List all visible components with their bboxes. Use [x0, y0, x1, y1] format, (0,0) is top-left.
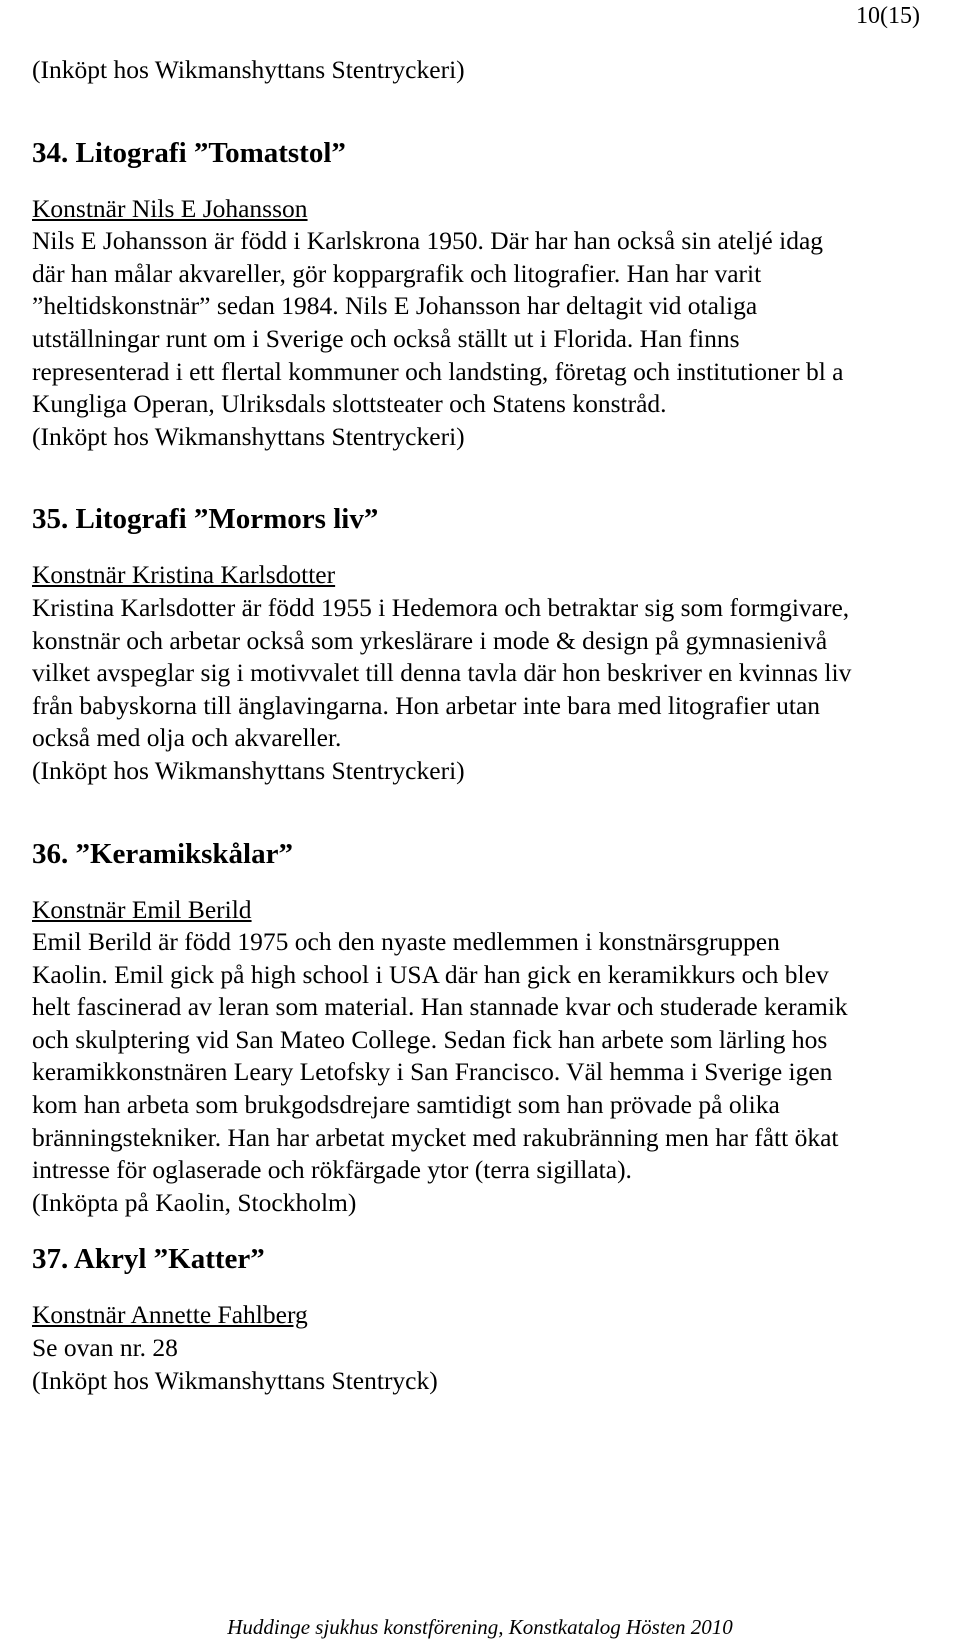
purchase-note: (Inköpt hos Wikmanshyttans Stentryckeri) [32, 421, 465, 451]
description-line: bränningstekniker. Han har arbetat mycket med rakubränning men har fått ökat [32, 1122, 839, 1152]
catalog-item-34 [32, 135, 932, 454]
artist-name: Konstnär Kristina Karlsdotter [32, 560, 336, 590]
catalog-content [32, 54, 932, 1397]
item-heading: 35. Litografi ”Mormors liv” [32, 503, 379, 536]
spacer [32, 1219, 932, 1241]
purchase-note: (Inköpta på Kaolin, Stockholm) [32, 1187, 357, 1217]
description-line: och skulptering vid San Mateo College. Sedan fick han arbete som lärling hos [32, 1024, 828, 1054]
description-line: från babyskorna till änglavingarna. Hon arbetar inte bara med litografier utan [32, 690, 821, 720]
item-heading: 34. Litografi ”Tomatstol” [32, 136, 346, 169]
spacer [32, 171, 932, 193]
description-line: helt fascinerad av leran som material. Han stannade kvar och studerade keramik [32, 992, 848, 1022]
spacer [32, 87, 932, 135]
spacer [32, 537, 932, 559]
page-footer: Huddinge sjukhus konstförening, Konstkatalog Hösten 2010 [227, 1615, 733, 1639]
description-line: kom han arbeta som brukgodsdrejare samtidigt som han prövade på olika [32, 1090, 780, 1120]
description-line: vilket avspeglar sig i motivvalet till denna tavla där hon beskriver en kvinnas liv [32, 658, 852, 688]
artist-name: Konstnär Nils E Johansson [32, 193, 308, 223]
description-line: intresse för oglaserade och rökfärgade ytor (terra sigillata). [32, 1155, 632, 1185]
item-heading: 37. Akryl ”Katter” [32, 1243, 265, 1276]
description-line: representerad i ett flertal kommuner och landsting, företag och institutioner bl a [32, 356, 844, 386]
item-heading: 36. ”Keramikskålar” [32, 837, 293, 870]
catalog-item-35 [32, 501, 932, 787]
description-line: keramikkonstnären Leary Letofsky i San Francisco. Väl hemma i Sverige igen [32, 1057, 833, 1087]
description-line: Kristina Karlsdotter är född 1955 i Hedemora och betraktar sig som formgivare, [32, 592, 850, 622]
catalog-item-36 [32, 836, 932, 1220]
description-line: konstnär och arbetar också som yrkeslärare i mode & design på gymnasienivå [32, 625, 828, 655]
description-line: Kaolin. Emil gick på high school i USA där han gick en keramikkurs och blev [32, 959, 829, 989]
intro-purchase-note: (Inköpt hos Wikmanshyttans Stentryckeri) [32, 55, 465, 84]
spacer [32, 453, 932, 501]
purchase-note: (Inköpt hos Wikmanshyttans Stentryck) [32, 1365, 438, 1395]
description-line: Emil Berild är född 1975 och den nyaste medlemmen i konstnärsgruppen [32, 927, 780, 957]
description-line: ”heltidskonstnär” sedan 1984. Nils E Johansson har deltagit vid otaliga [32, 291, 758, 321]
description-line: Nils E Johansson är född i Karlskrona 1950. Där har han också sin ateljé idag [32, 226, 824, 256]
description-line: Kungliga Operan, Ulriksdals slottsteater och Statens konstråd. [32, 389, 667, 419]
purchase-note: (Inköpt hos Wikmanshyttans Stentryckeri) [32, 755, 465, 785]
artist-name: Konstnär Annette Fahlberg [32, 1300, 308, 1330]
description-line: utställningar runt om i Sverige och också ställt ut i Florida. Han finns [32, 323, 740, 353]
spacer [32, 1277, 932, 1299]
description-line: där han målar akvareller, gör koppargrafik och litografier. Han har varit [32, 258, 762, 288]
spacer [32, 788, 932, 836]
catalog-item-37 [32, 1241, 932, 1397]
description-line: Se ovan nr. 28 [32, 1333, 178, 1363]
spacer [32, 872, 932, 894]
page-number: 10(15) [856, 3, 920, 29]
artist-name: Konstnär Emil Berild [32, 894, 252, 924]
description-line: också med olja och akvareller. [32, 723, 342, 753]
